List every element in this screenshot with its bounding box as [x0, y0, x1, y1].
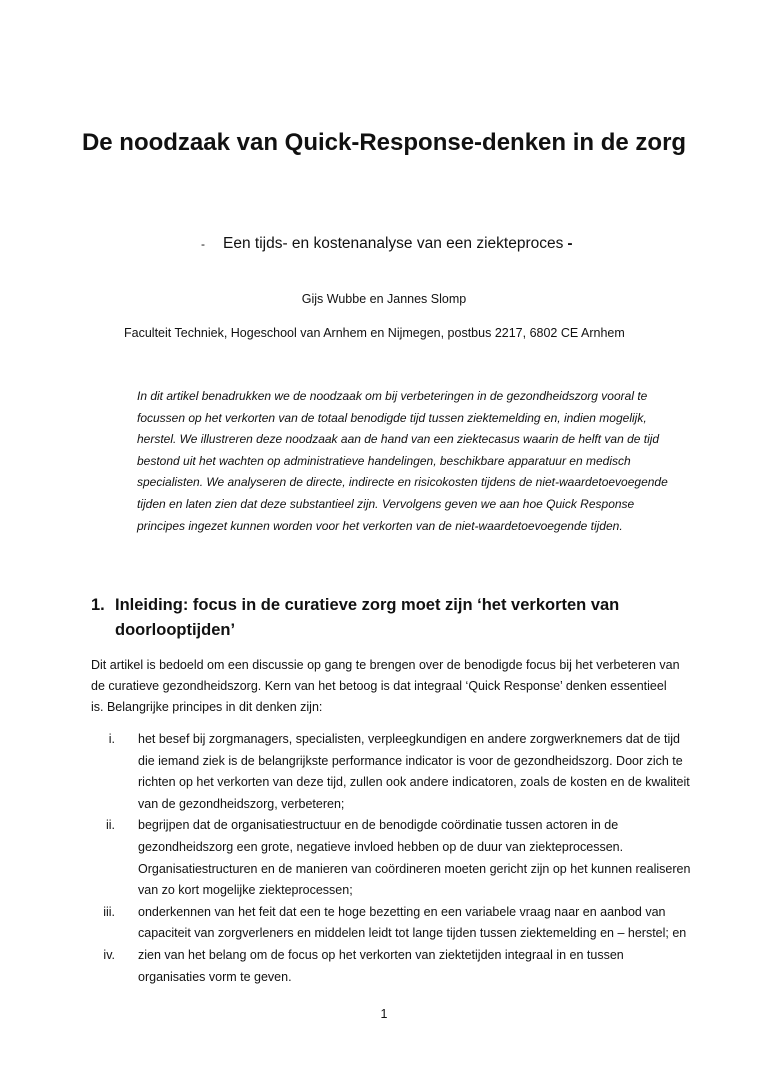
page-number: 1 [380, 1007, 388, 1021]
intro-paragraph: Dit artikel is bedoeld om een discussie op gang te brengen over de benodigde focus bij het verbeteren van de curatieve gezondheidszorg. Kern van het betoog is dat integraal ‘Quick Response’ denken essentieel is. Belangrijke principes in dit denken zijn: [91, 658, 680, 714]
principles-list [91, 729, 691, 988]
list-marker: iv. [103, 947, 115, 962]
list-marker: i. [108, 732, 115, 746]
list-item-text: begrijpen dat de organisatiestructuur en de benodigde coördinatie tussen actoren in de gezondheidszorg een grote, negatieve invloed hebben op de duur van ziekteprocessen. Organisatiestructuren en de manieren van coördineren moeten gericht zijn op het kunnen realiseren van zo kort mogelijke ziekteprocessen; [138, 818, 691, 898]
section-heading [91, 593, 651, 643]
subtitle-dash-right: - [567, 235, 573, 252]
list-item [91, 945, 691, 988]
authors: Gijs Wubbe en Jannes Slomp [301, 292, 467, 306]
list-item [91, 815, 691, 901]
subtitle-text: Een tijds- en kostenanalyse van een ziekteproces [223, 235, 564, 252]
list-item-text: zien van het belang om de focus op het verkorten van ziektetijden integraal in en tussen organisaties vorm te geven. [138, 947, 624, 984]
list-item-text: onderkennen van het feit dat een te hoge bezetting en een variabele vraag naar en aanbod van capaciteit van zorgverleners en middelen leidt tot lange tijden tussen ziektemelding en – herstel; en [138, 904, 687, 941]
affiliation: Faculteit Techniek, Hogeschool van Arnhem en Nijmegen, postbus 2217, 6802 CE Arnhem [124, 326, 625, 340]
abstract: In dit artikel benadrukken we de noodzaak om bij verbeteringen in de gezondheidszorg vooral te focussen op het verkorten van de totaal benodigde tijd tussen ziektemelding en, indien mogelijk, herstel. We illustreren deze noodzaak aan de hand van een ziektecasus waarin de helft van de tijd bestond uit het wachten op administratieve handelingen, beschikbare apparatuur en medisch specialisten. We analyseren de directe, indirecte en risicokosten tijdens de niet-waardetoevoegende tijden en laten zien dat deze substantieel zijn. Vervolgens geven we aan hoe Quick Response principes ingezet kunnen worden voor het verkorten van de niet-waardetoevoegende tijden. [137, 389, 668, 533]
list-item [91, 729, 691, 815]
subtitle-text-group [223, 234, 573, 254]
list-marker: ii. [105, 818, 115, 833]
section-title: Inleiding: focus in de curatieve zorg moet zijn ‘het verkorten van doorlooptijden’ [115, 596, 620, 639]
subtitle-dash-left: - [201, 237, 205, 251]
section-number: 1. [91, 596, 105, 614]
list-item [91, 902, 691, 945]
list-item-text: het besef bij zorgmanagers, specialisten, verpleegkundigen en andere zorgwerknemers dat de tijd die iemand ziek is de belangrijkste performance indicator is voor de gezondheidszorg. Door zich te richten op het verkorten van deze tijd, zullen ook andere indicatoren, zoals de kosten en de kwaliteit van de gezondheidszorg, verbeteren; [138, 732, 690, 811]
list-marker: iii. [103, 904, 115, 919]
document-title: De noodzaak van Quick-Response-denken in de zorg [81, 129, 687, 156]
